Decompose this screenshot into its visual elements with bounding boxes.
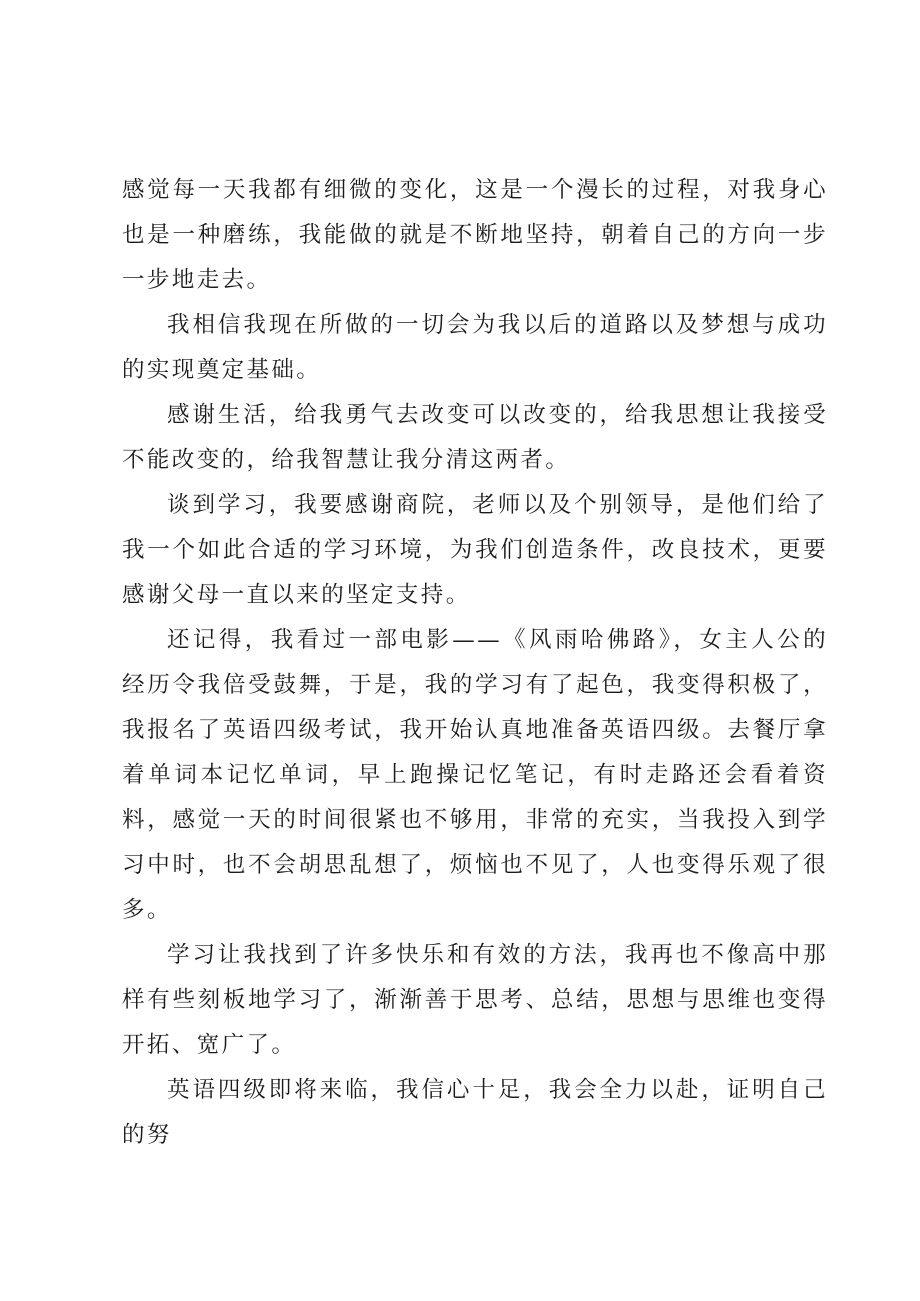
paragraph-1: 感觉每一天我都有细微的变化，这是一个漫长的过程，对我身心也是一种磨练，我能做的就是不断地坚持，朝着自己的方向一步一步地走去。 — [122, 177, 828, 293]
paragraph-6: 学习让我找到了许多快乐和有效的方法，我再也不像高中那样有些刻板地学习了，渐渐善于思考、总结，思想与思维也变得开拓、宽广了。 — [122, 942, 828, 1058]
paragraph-3: 感谢生活，给我勇气去改变可以改变的，给我思想让我接受不能改变的，给我智慧让我分清这两者。 — [122, 402, 828, 473]
paragraph-7: 英语四级即将来临，我信心十足，我会全力以赴，证明自己的努 — [122, 1077, 828, 1148]
paragraph-5: 还记得，我看过一部电影——《风雨哈佛路》，女主人公的经历令我倍受鼓舞，于是，我的学习有了起色，我变得积极了，我报名了英语四级考试，我开始认真地准备英语四级。去餐厅拿着单词本记忆单词，早上跑操记忆笔记，有时走路还会看着资料，感觉一天的时间很紧也不够用，非常的充实，当我投入到学习中时，也不会胡思乱想了，烦恼也不见了，人也变得乐观了很多。 — [122, 627, 828, 923]
document-body — [122, 168, 828, 1158]
paragraph-4: 谈到学习，我要感谢商院，老师以及个别领导，是他们给了我一个如此合适的学习环境，为我们创造条件，改良技术，更要感谢父母一直以来的坚定支持。 — [122, 492, 828, 608]
paragraph-2: 我相信我现在所做的一切会为我以后的道路以及梦想与成功的实现奠定基础。 — [122, 312, 828, 383]
